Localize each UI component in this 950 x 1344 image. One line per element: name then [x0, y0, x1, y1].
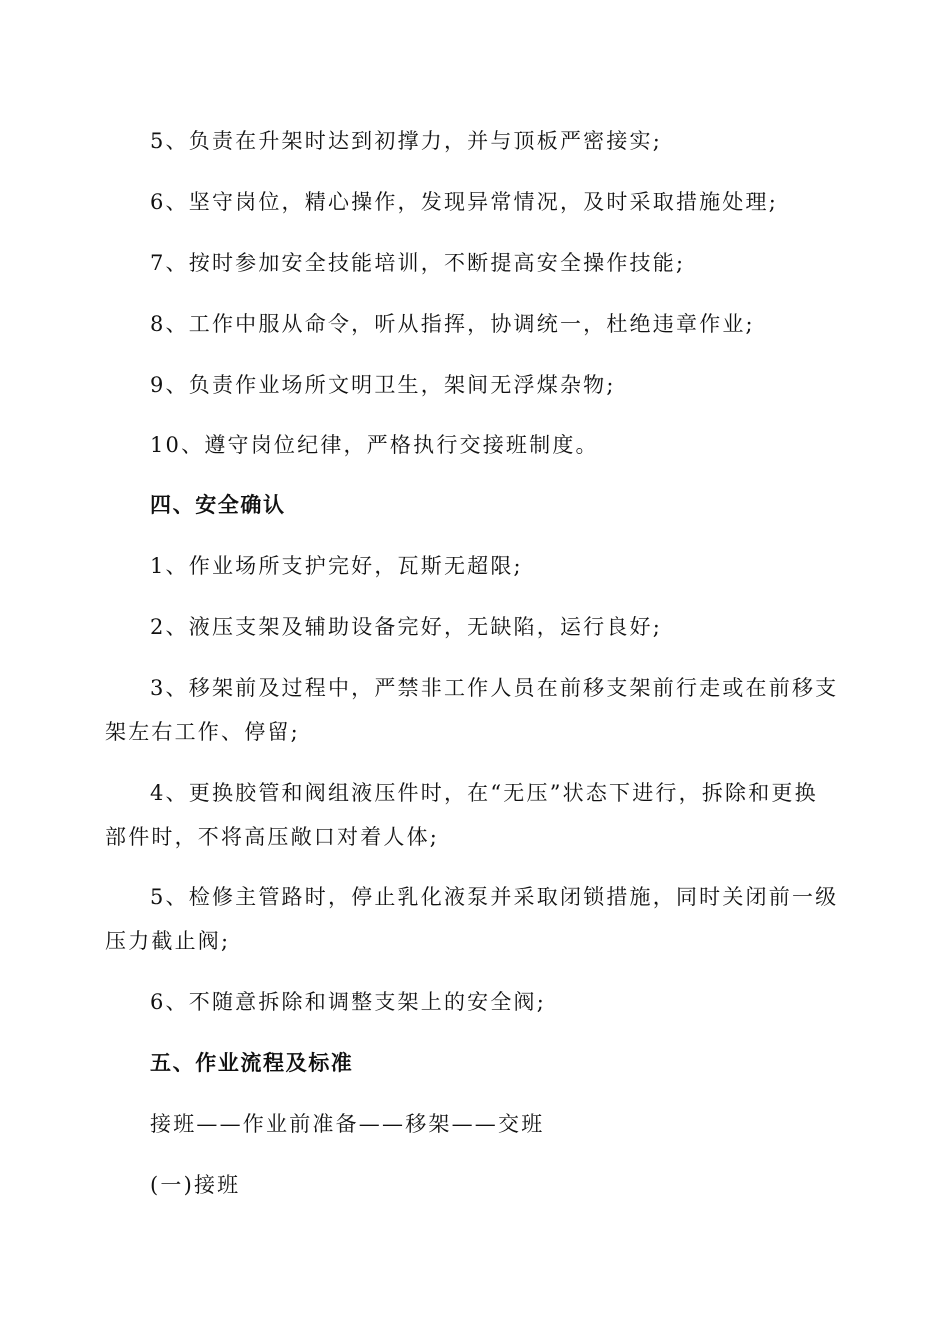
section-heading-safety-confirmation: 四、安全确认: [150, 492, 286, 517]
responsibility-item-5: 5、负责在升架时达到初撑力，并与顶板严密接实;: [150, 129, 663, 153]
safety-item-3: 3、移架前及过程中，严禁非工作人员在前移支架前行走或在前移支: [150, 676, 839, 700]
responsibility-item-8: 8、工作中服从命令，听从指挥，协调统一，杜绝违章作业;: [150, 312, 755, 336]
safety-item-4: 4、更换胶管和阀组液压件时，在“无压”状态下进行，拆除和更换: [150, 781, 818, 805]
responsibility-item-9: 9、负责作业场所文明卫生，架间无浮煤杂物;: [150, 373, 616, 397]
safety-item-1: 1、作业场所支护完好，瓦斯无超限;: [150, 554, 523, 578]
safety-item-4-continued: 部件时，不将高压敞口对着人体;: [105, 825, 440, 849]
responsibility-item-7: 7、按时参加安全技能培训，不断提高安全操作技能;: [150, 251, 686, 275]
section-heading-workflow: 五、作业流程及标准: [150, 1050, 354, 1075]
safety-item-5: 5、检修主管路时，停止乳化液泵并采取闭锁措施，同时关闭前一级: [150, 885, 839, 909]
responsibility-item-10: 10、遵守岗位纪律，严格执行交接班制度。: [150, 433, 599, 457]
safety-item-3-continued: 架左右工作、停留;: [105, 720, 300, 744]
safety-item-2: 2、液压支架及辅助设备完好，无缺陷，运行良好;: [150, 615, 663, 639]
responsibility-item-6: 6、坚守岗位，精心操作，发现异常情况，及时采取措施处理;: [150, 190, 779, 214]
safety-item-6: 6、不随意拆除和调整支架上的安全阀;: [150, 990, 547, 1014]
workflow-sequence: 接班——作业前准备——移架——交班: [150, 1112, 545, 1136]
safety-item-5-continued: 压力截止阀;: [105, 929, 231, 953]
subsection-heading-shift-handover: (一)接班: [150, 1173, 241, 1197]
